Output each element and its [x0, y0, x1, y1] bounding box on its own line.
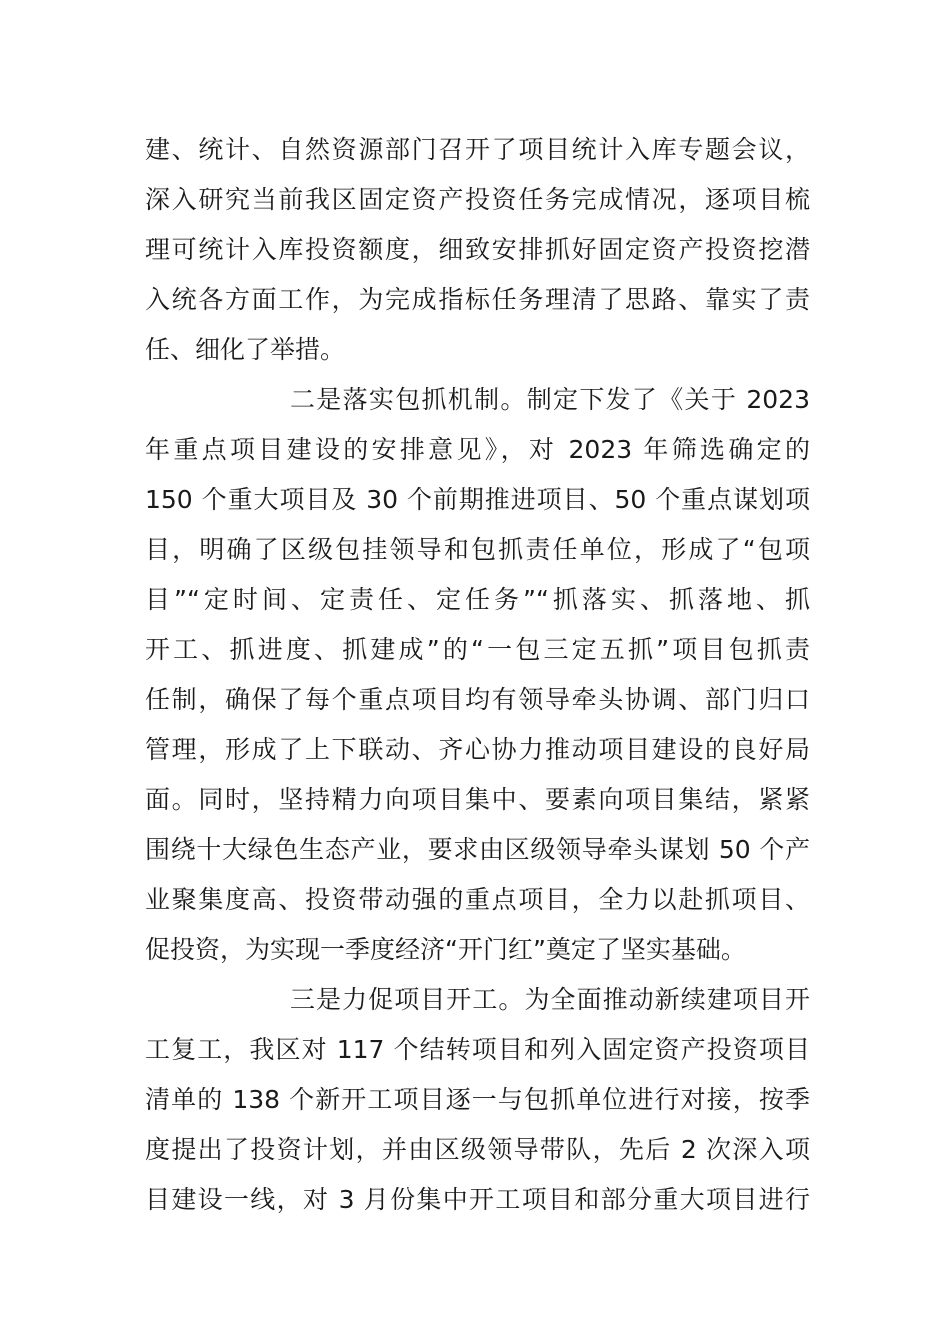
paragraph-line: 度提出了投资计划，并由区级领导带队，先后 2 次深入项	[145, 1135, 810, 1164]
paragraph-line: 开工、抓进度、抓建成”的“一包三定五抓”项目包抓责	[145, 635, 810, 664]
paragraph-line: 目”“定时间、定责任、定任务”“抓落实、抓落地、抓	[145, 585, 810, 614]
paragraph-line: 业聚集度高、投资带动强的重点项目，全力以赴抓项目、	[145, 885, 810, 914]
paragraph-line: 面。同时，坚持精力向项目集中、要素向项目集结，紧紧	[145, 785, 810, 814]
paragraph-line: 目，明确了区级包挂领导和包抓责任单位，形成了“包项	[145, 535, 810, 564]
paragraph-line: 深入研究当前我区固定资产投资任务完成情况，逐项目梳	[145, 185, 810, 214]
paragraph-line: 促投资，为实现一季度经济“开门红”奠定了坚实基础。	[145, 935, 746, 964]
paragraph-line: 年重点项目建设的安排意见》，对 2023 年筛选确定的	[145, 435, 810, 464]
paragraph-line: 建、统计、自然资源部门召开了项目统计入库专题会议，	[145, 135, 810, 164]
paragraph-line: 围绕十大绿色生态产业，要求由区级领导牵头谋划 50 个产	[145, 835, 810, 864]
paragraph-line: 任、细化了举措。	[145, 335, 346, 364]
paragraph-line: 工复工，我区对 117 个结转项目和列入固定资产投资项目	[145, 1035, 810, 1064]
paragraph-line: 管理，形成了上下联动、齐心协力推动项目建设的良好局	[145, 735, 810, 764]
paragraph-line: 任制，确保了每个重点项目均有领导牵头协调、部门归口	[145, 685, 810, 714]
paragraph-heading-line: 二是落实包抓机制。制定下发了《关于 2023	[290, 385, 810, 414]
paragraph-heading-line: 三是力促项目开工。为全面推动新续建项目开	[290, 985, 810, 1014]
paragraph-line: 150 个重大项目及 30 个前期推进项目、50 个重点谋划项	[145, 485, 810, 514]
paragraph-line: 目建设一线，对 3 月份集中开工项目和部分重大项目进行	[145, 1185, 810, 1214]
paragraph-line: 清单的 138 个新开工项目逐一与包抓单位进行对接，按季	[145, 1085, 810, 1114]
paragraph-line: 入统各方面工作，为完成指标任务理清了思路、靠实了责	[145, 285, 810, 314]
paragraph-line: 理可统计入库投资额度，细致安排抓好固定资产投资挖潜	[145, 235, 810, 264]
